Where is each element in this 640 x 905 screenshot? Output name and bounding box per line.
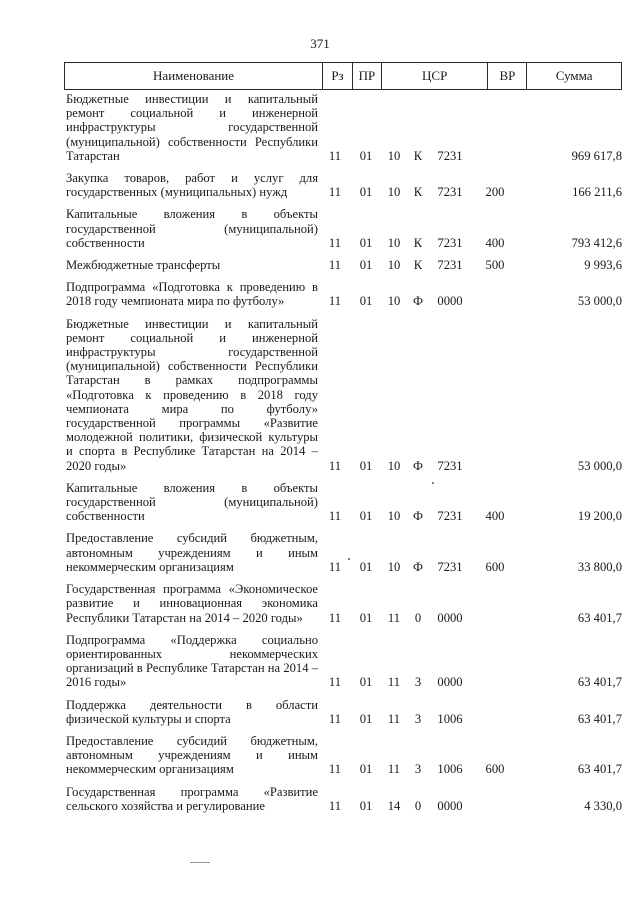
row-csr-subprogram: К [413, 258, 423, 273]
table-row [64, 531, 624, 574]
row-name: Государственная программа «Экономическое развитие и инновационная экономика Республики Татарстан на 2014 – 2020 годы» [66, 582, 318, 625]
row-vr: 400 [485, 235, 505, 250]
table-row [64, 633, 624, 690]
row-csr-program: 10 [387, 258, 401, 273]
row-pr: 01 [359, 675, 373, 690]
row-rz: 11 [328, 509, 342, 524]
row-name: Капитальные вложения в объекты государственной (муниципальной) собственности [66, 480, 318, 524]
header-name: Наименование [65, 63, 323, 89]
row-csr-subprogram: Ф [413, 559, 423, 574]
header-vr: ВР [488, 63, 527, 89]
table-row [64, 582, 624, 625]
row-pr: 01 [359, 509, 373, 524]
row-name: Бюджетные инвестиции и капитальный ремонт социальной и инженерной инфраструктуры государственной (муниципальной) собственности Республики Татарстан [66, 92, 318, 163]
row-csr-subprogram: К [413, 148, 423, 163]
header-rz: Рз [323, 63, 353, 89]
row-csr-direction: 0000 [437, 294, 463, 309]
row-csr-direction: 7231 [437, 235, 463, 250]
row-csr-direction: 1006 [437, 762, 463, 777]
row-sum: 4 330,0 [584, 798, 622, 813]
row-sum: 19 200,0 [577, 509, 622, 524]
row-csr-program: 11 [387, 762, 401, 777]
row-pr: 01 [359, 610, 373, 625]
row-sum: 63 401,7 [577, 610, 622, 625]
row-csr-direction: 1006 [437, 711, 463, 726]
row-name: Капитальные вложения в объекты государственной (муниципальной) собственности [66, 207, 318, 250]
row-vr: 500 [485, 258, 505, 273]
row-csr-program: 10 [387, 185, 401, 200]
row-name: Закупка товаров, работ и услуг для государственных (муниципальных) нужд [66, 171, 318, 200]
row-csr-direction: 7231 [437, 258, 463, 273]
row-csr-subprogram: Ф [413, 458, 423, 473]
row-sum: 33 800,0 [577, 559, 622, 574]
row-rz: 11 [328, 458, 342, 473]
row-pr: 01 [359, 258, 373, 273]
row-csr-subprogram: 3 [414, 675, 422, 690]
row-csr-direction: 0000 [437, 798, 463, 813]
row-vr: 400 [485, 509, 505, 524]
row-csr-program: 10 [387, 148, 401, 163]
table-row [64, 171, 624, 199]
row-sum: 53 000,0 [577, 294, 622, 309]
table-row [64, 280, 624, 308]
row-rz: 11 [328, 762, 342, 777]
row-name: Предоставление субсидий бюджетным, автономным учреждениям и иным некоммерческим организациям [66, 531, 318, 574]
row-rz: 11 [328, 235, 342, 250]
row-name: Подпрограмма «Подготовка к проведению в 2018 году чемпионата мира по футболу» [66, 280, 318, 309]
row-name: Бюджетные инвестиции и капитальный ремонт социальной и инженерной инфраструктуры государственной (муниципальной) собственности Республики Татарстан в рамках подпрограммы «Подготовка к проведению в 2018 году чемпионата мира по футболу» государственной программы «Развитие молодежной политики, физической культуры и спорта в Республике Татарстан на 2014 – 2020 годы» [66, 316, 318, 473]
row-pr: 01 [359, 148, 373, 163]
header-csr: ЦСР [382, 63, 489, 89]
row-vr: 600 [485, 559, 505, 574]
row-rz: 11 [328, 675, 342, 690]
row-csr-subprogram: 3 [414, 762, 422, 777]
row-csr-program: 14 [387, 798, 401, 813]
row-csr-direction: 0000 [437, 610, 463, 625]
row-csr-subprogram: К [413, 185, 423, 200]
row-sum: 53 000,0 [577, 458, 622, 473]
row-csr-direction: 0000 [437, 675, 463, 690]
row-sum: 63 401,7 [577, 675, 622, 690]
row-rz: 11 [328, 185, 342, 200]
row-sum: 166 211,6 [572, 185, 622, 200]
row-name: Поддержка деятельности в области физической культуры и спорта [66, 697, 318, 726]
row-csr-direction: 7231 [437, 185, 463, 200]
row-pr: 01 [359, 711, 373, 726]
row-csr-program: 11 [387, 675, 401, 690]
row-csr-subprogram: Ф [413, 509, 423, 524]
row-csr-subprogram: Ф [413, 294, 423, 309]
row-rz: 11 [328, 711, 342, 726]
row-name: Межбюджетные трансферты [66, 258, 221, 273]
table-row [64, 207, 624, 250]
scan-mark [190, 862, 210, 863]
row-rz: 11 [328, 610, 342, 625]
row-name: Подпрограмма «Поддержка социально ориентированных некоммерческих организаций в Республике Татарстан на 2014 – 2016 годы» [66, 632, 318, 690]
row-csr-subprogram: 3 [414, 711, 422, 726]
header-sum: Сумма [555, 68, 593, 83]
row-csr-program: 10 [387, 509, 401, 524]
row-rz: 11 [328, 148, 342, 163]
page-number: 371 [310, 36, 330, 51]
row-sum: 969 617,8 [571, 148, 622, 163]
scan-speck [432, 482, 434, 484]
row-pr: 01 [359, 294, 373, 309]
table-header [64, 62, 622, 90]
table-row [64, 317, 624, 473]
table-row [64, 258, 624, 272]
row-csr-program: 11 [387, 610, 401, 625]
row-pr: 01 [359, 185, 373, 200]
row-csr-program: 10 [387, 235, 401, 250]
table-row [64, 481, 624, 524]
row-sum: 793 412,6 [571, 235, 622, 250]
row-rz: 11 [328, 294, 342, 309]
scan-speck [348, 558, 350, 560]
row-pr: 01 [359, 235, 373, 250]
row-csr-program: 10 [387, 458, 401, 473]
row-csr-program: 10 [387, 559, 401, 574]
row-sum: 63 401,7 [577, 762, 622, 777]
row-rz: 11 [328, 798, 342, 813]
row-sum: 63 401,7 [577, 711, 622, 726]
row-pr: 01 [359, 458, 373, 473]
row-csr-program: 11 [387, 711, 401, 726]
row-pr: 01 [359, 798, 373, 813]
row-rz: 11 [328, 258, 342, 273]
row-rz: 11 [328, 559, 342, 574]
row-csr-direction: 7231 [437, 458, 463, 473]
row-csr-subprogram: К [413, 235, 423, 250]
table-row [64, 698, 624, 726]
row-csr-direction: 7231 [437, 559, 463, 574]
table-row [64, 734, 624, 777]
table-row [64, 92, 624, 163]
row-csr-direction: 7231 [437, 148, 463, 163]
row-csr-subprogram: 0 [414, 798, 422, 813]
row-csr-subprogram: 0 [414, 610, 422, 625]
header-pr: ПР [353, 63, 382, 89]
row-csr-program: 10 [387, 294, 401, 309]
row-pr: 01 [359, 762, 373, 777]
table-body [64, 92, 624, 821]
table-row [64, 785, 624, 813]
row-name: Государственная программа «Развитие сельского хозяйства и регулирование [66, 784, 318, 813]
row-name: Предоставление субсидий бюджетным, автономным учреждениям и иным некоммерческим организациям [66, 733, 318, 777]
row-vr: 600 [485, 762, 505, 777]
row-vr: 200 [485, 185, 505, 200]
row-sum: 9 993,6 [584, 258, 622, 273]
row-pr: 01 [359, 559, 373, 574]
row-csr-direction: 7231 [437, 509, 463, 524]
